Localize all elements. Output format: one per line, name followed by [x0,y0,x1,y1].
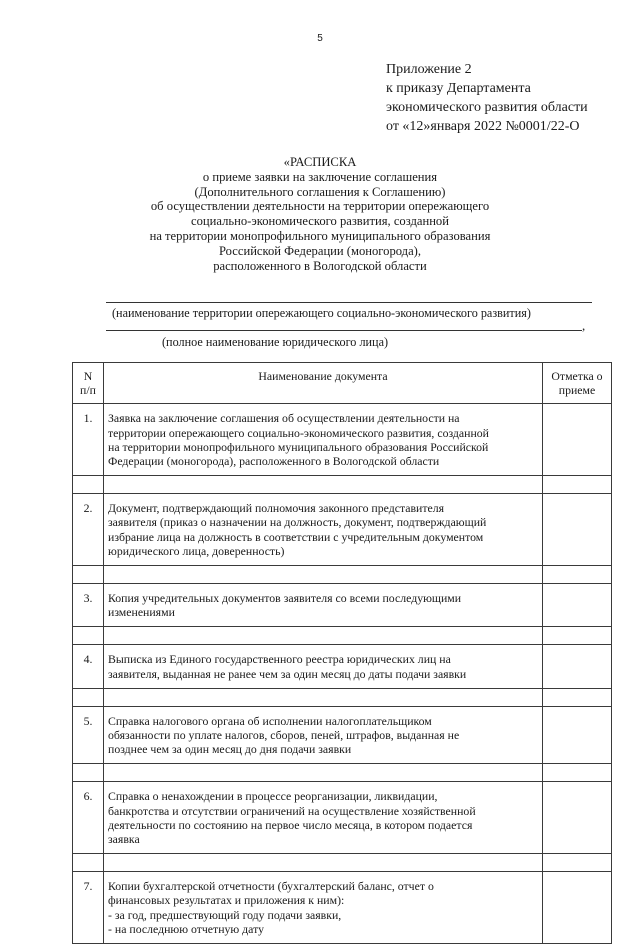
row-text-line: заявителя, выданная не ранее чем за один месяц до даты подачи заявки [108,666,467,681]
row-document-name [104,706,543,764]
receipt-title-line: «РАСПИСКА [283,155,357,169]
spacer-cell [73,764,104,782]
row-number: 6. [73,782,104,854]
table-row [73,584,612,627]
spacer-cell [104,764,543,782]
table-row [73,782,612,854]
row-text-line: - на последнюю отчетную дату [108,921,265,936]
spacer-cell [543,688,612,706]
row-text-line: позднее чем за один месяц до дня подачи заявки [108,742,352,757]
row-number: 5. [73,706,104,764]
row-text-line: Заявка на заключение соглашения об осуществлении деятельности на [108,411,460,426]
spacer-cell [73,854,104,872]
spacer-cell [73,688,104,706]
row-receipt-mark-cell[interactable] [543,584,612,627]
row-text-line: заявителя (приказ о назначении на должность, документ, подтверждающий [108,515,487,530]
spacer-cell [104,688,543,706]
receipt-title-line: о приеме заявки на заключение соглашения [202,169,438,184]
header-document-name: Наименование документа [104,363,543,404]
row-number: 7. [73,872,104,944]
row-document-name [104,645,543,688]
appendix-line: экономического развития области [386,100,588,115]
row-receipt-mark-cell[interactable] [543,645,612,688]
row-number: 2. [73,494,104,566]
table-row [73,706,612,764]
header-receipt-mark [543,363,612,404]
row-text-line: территории опережающего социально-экономического развития, созданной [108,425,489,440]
row-number: 3. [73,584,104,627]
territory-fill-line [106,302,592,303]
row-document-name [104,872,543,944]
row-text-line: - за год, предшествующий году подачи заявки, [108,907,342,922]
row-number: 1. [73,404,104,476]
spacer-cell [543,476,612,494]
table-row-spacer [73,764,612,782]
appendix-line: от «12»января 2022 №0001/22-О [386,119,580,134]
spacer-cell [543,854,612,872]
row-document-name [104,404,543,476]
table-row-spacer [73,627,612,645]
header-number-line: п/п [80,383,96,398]
row-text-line: обязанности по уплате налогов, сборов, пеней, штрафов, выданная не [108,728,460,743]
row-text-line: финансовых результатах и приложения к ним): [108,893,345,908]
entity-caption: (полное наименование юридического лица) [162,335,389,349]
row-text-line: банкротства и отсутствии ограничений на осуществление хозяйственной [108,803,476,818]
row-text-line: Справка налогового органа об исполнении налогоплательщиком [108,713,432,728]
table-row [73,872,612,944]
spacer-cell [543,566,612,584]
row-receipt-mark-cell[interactable] [543,494,612,566]
spacer-cell [73,566,104,584]
row-text-line: Копия учредительных документов заявителя со всеми последующими [108,591,462,606]
header-mark-line: приеме [558,383,596,398]
spacer-cell [73,627,104,645]
row-receipt-mark-cell[interactable] [543,404,612,476]
row-number: 4. [73,645,104,688]
row-document-name [104,494,543,566]
table-row-spacer [73,688,612,706]
table-row [73,645,612,688]
row-text-line: Справка о ненахождении в процессе реорганизации, ликвидации, [108,789,438,804]
header-number [73,363,104,404]
table-row-spacer [73,854,612,872]
row-receipt-mark-cell[interactable] [543,872,612,944]
row-receipt-mark-cell[interactable] [543,706,612,764]
row-text-line: Выписка из Единого государственного реестра юридических лиц на [108,652,451,667]
table-row-spacer [73,566,612,584]
receipt-title-line: об осуществлении деятельности на территории опережающего [150,199,490,214]
header-mark-line: Отметка о [551,369,603,383]
spacer-cell [543,627,612,645]
header-number-line: N [83,369,93,383]
entity-comma: , [582,318,586,333]
spacer-cell [104,476,543,494]
row-text-line: изменениями [108,605,175,620]
row-text-line: заявка [108,832,140,847]
spacer-cell [104,566,543,584]
appendix-line: Приложение 2 [386,62,472,77]
spacer-cell [543,764,612,782]
documents-table [72,362,612,944]
row-text-line: Федерации (моногорода), расположенного в Вологодской области [108,454,440,469]
row-text-line: Документ, подтверждающий полномочия законного представителя [108,501,445,516]
page-number: 5 [317,33,323,44]
territory-caption: (наименование территории опережающего социально-экономического развития) [112,306,531,320]
spacer-cell [73,476,104,494]
receipt-title-line: (Дополнительного соглашения к Соглашению) [194,184,446,199]
row-text-line: Копии бухгалтерской отчетности (бухгалтерский баланс, отчет о [108,879,434,894]
receipt-title [0,155,640,273]
row-text-line: избрание лица на должность в соответствии с учредительным документом [108,529,484,544]
row-receipt-mark-cell[interactable] [543,782,612,854]
spacer-cell [104,854,543,872]
appendix-header [386,60,636,136]
receipt-title-line: социально-экономического развития, созданной [191,214,449,229]
row-text-line: на территории монопрофильного муниципального образования Российской [108,439,489,454]
row-document-name [104,782,543,854]
table-row [73,404,612,476]
row-text-line: юридического лица, доверенность) [108,543,285,558]
receipt-title-line: расположенного в Вологодской области [213,258,427,273]
receipt-title-line: Российской Федерации (моногорода), [218,243,422,258]
appendix-line: к приказу Департамента [386,81,531,96]
entity-fill-line [106,330,582,331]
table-row [73,494,612,566]
table-header-row [73,363,612,404]
row-text-line: деятельности по состоянию на первое число месяца, в котором подается [108,817,473,832]
spacer-cell [104,627,543,645]
row-document-name [104,584,543,627]
receipt-title-line: на территории монопрофильного муниципального образования [149,228,491,243]
table-row-spacer [73,476,612,494]
